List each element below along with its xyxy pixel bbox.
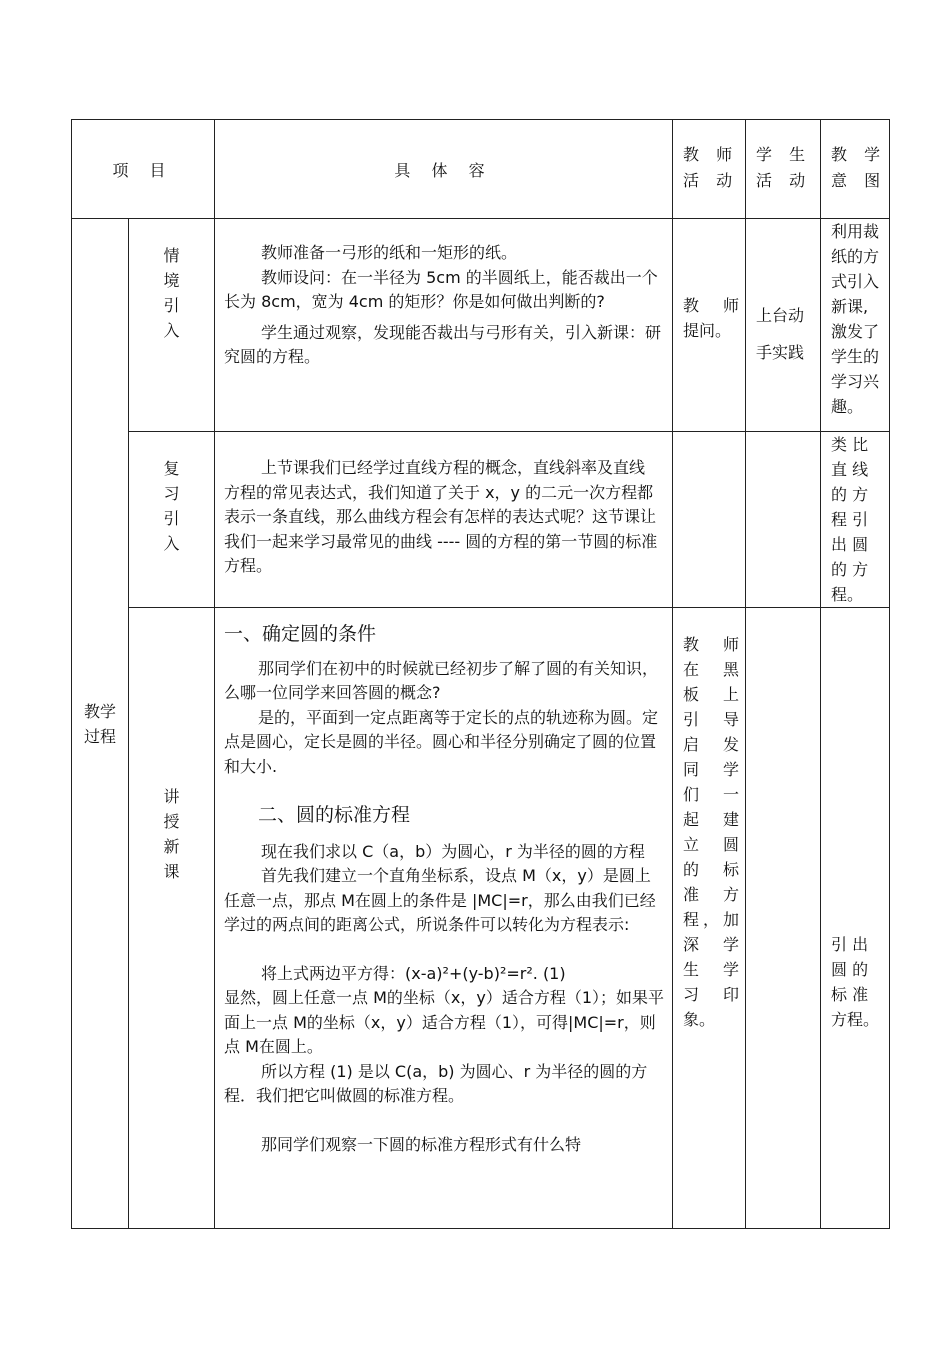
review-teacher (673, 432, 746, 608)
lecture-content: 一、确定圆的条件 那同学们在初中的时候就已经初步了解了圆的有关知识，么哪一位同学来回答圆的概念? 是的，平面到一定点距离等于定长的点的轨迹称为圆。定点是圆心，定长是圆的半径。圆心和半径分别确定了圆的位置和大小. 二、圆的标准方程 现在我们求以 C（a，b）为圆心，r 为半径的圆的方程 首先我们建立一个直角坐标系，设点 M（x，y）是圆上任意一点，那点 M在圆上的条件是 |MC|=r，那么由我们已经学过的两点间的距离公式，所说条件可以转化为方程表示: 将上式两边平方得：(x-a)²+(y-b)²=r². (1) 显然，圆上任意一点 M的坐标（x，y）适合方程（1）；如果平面上一点 M的坐标（x，y）适合方程（1），可得|MC|=r，则点 M在圆上。 所以方程 (1) 是以 C(a，b) 为圆心、r 为半径的圆的方程．我们把它叫做圆的标准方程。 那同学们观察一下圆的标准方程形式有什么特 (215, 608, 673, 1229)
situation-row (72, 219, 890, 432)
lecture-teacher: 教 师 在 黑 板 上 引 导 启 发 同 学 们 一 起 建 立 圆 的 标 准 方 程，加 深 学 生 学 习 印 象。 (673, 608, 746, 1229)
header-student: 学 生 活 动 (746, 120, 821, 219)
heading-conditions: 一、确定圆的条件 (224, 623, 377, 645)
review-content: 上节课我们已经学过直线方程的概念，直线斜率及直线方程的常见表达式，我们知道了关于 x，y 的二元一次方程都表示一条直线，那么曲线方程会有怎样的表达式呢？这节课让我们一起来学习最常见的曲线 ---- 圆的方程的第一节圆的标准方程。 (215, 432, 673, 608)
review-row (72, 432, 890, 608)
header-row (72, 120, 890, 219)
header-item: 项 目 (72, 120, 215, 219)
situation-student: 上台动 手实践 (746, 219, 821, 432)
equation-line: 将上式两边平方得：(x-a)²+(y-b)²=r². (1) (261, 963, 566, 983)
situation-teacher: 教 师 提问。 (673, 219, 746, 432)
lecture-intent: 引 出 圆 的 标 准 方程。 (821, 608, 890, 1229)
header-content: 具 体 容 (215, 120, 673, 219)
lecture-student (746, 608, 821, 1229)
situation-content: 教师准备一弓形的纸和一矩形的纸。 教师设问：在一半径为 5cm 的半圆纸上，能否裁出一个长为 8cm，宽为 4cm 的矩形？你是如何做出判断的? 学生通过观察，发现能否裁出与弓形有关，引入新课：研究圆的方程。 (215, 219, 673, 432)
lecture-row (72, 608, 890, 1229)
review-intent: 类 比 直 线 的 方 程 引 出 圆 的 方 程。 (821, 432, 890, 608)
situation-label: 情 境 引 入 (129, 219, 215, 432)
header-teacher: 教 师 活 动 (673, 120, 746, 219)
review-label: 复 习 引 入 (129, 432, 215, 608)
header-intent: 教 学 意 图 (821, 120, 890, 219)
situation-intent: 利用裁 纸的方 式引入 新课, 激发了 学生的 学习兴 趣。 (821, 219, 890, 432)
lecture-label: 讲 授 新 课 (129, 608, 215, 1229)
process-label: 教学 过程 (72, 219, 129, 1229)
heading-standard-equation: 二、圆的标准方程 (258, 804, 411, 826)
review-student (746, 432, 821, 608)
lesson-plan-table (71, 119, 890, 1229)
